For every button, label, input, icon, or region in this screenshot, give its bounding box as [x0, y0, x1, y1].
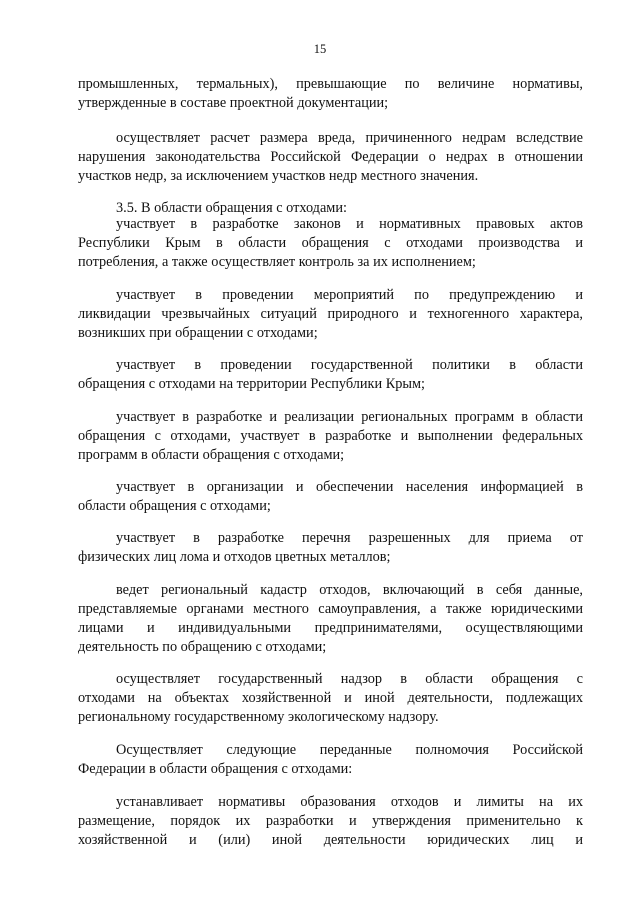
text-line: участков недр, за исключением участков недр местного значения. [78, 168, 479, 184]
text-line: участвует в разработке законов и нормативных правовых актов [116, 216, 583, 232]
text-line: физических лиц лома и отходов цветных металлов; [78, 549, 391, 565]
text-line: участвует в проведении государственной политики в области [116, 357, 583, 373]
text-line: ликвидации чрезвычайных ситуаций природного и техногенного характера, [78, 306, 583, 322]
text-line: устанавливает нормативы образования отходов и лимиты на их [116, 794, 583, 810]
text-line: хозяйственной и (или) иной деятельности юридических лиц и [78, 832, 583, 848]
text-line: отходами на объектах хозяйственной и иной деятельности, подлежащих [78, 690, 583, 706]
text-line: Осуществляет следующие переданные полномочия Российской [116, 742, 583, 758]
text-line: региональному государственному экологическому надзору. [78, 709, 439, 725]
text-line: нарушения законодательства Российской Федерации о недрах в отношении [78, 149, 583, 165]
text-line: возникших при обращении с отходами; [78, 325, 318, 341]
text-line: осуществляет государственный надзор в области обращения с [116, 671, 583, 687]
section-heading: 3.5. В области обращения с отходами: [116, 200, 347, 216]
text-line: деятельность по обращению с отходами; [78, 639, 327, 655]
text-line: участвует в организации и обеспечении населения информацией в [116, 479, 583, 495]
text-line: осуществляет расчет размера вреда, причиненного недрам вследствие [116, 130, 583, 146]
text-line: потребления, а также осуществляет контроль за их исполнением; [78, 254, 476, 270]
text-line: размещение, порядок их разработки и утверждения применительно к [78, 813, 583, 829]
text-line: утвержденные в составе проектной документации; [78, 95, 389, 111]
text-line: программ в области обращения с отходами; [78, 447, 345, 463]
text-line: участвует в проведении мероприятий по предупреждению и [116, 287, 583, 303]
text-line: промышленных, термальных), превышающие по величине нормативы, [78, 76, 583, 92]
text-line: участвует в разработке и реализации региональных программ в области [116, 409, 583, 425]
text-line: области обращения с отходами; [78, 498, 271, 514]
page-number: 15 [313, 42, 327, 56]
text-line: Федерации в области обращения с отходами: [78, 761, 353, 777]
text-line: лицами и индивидуальными предпринимателями, осуществляющими [78, 620, 583, 636]
text-line: ведет региональный кадастр отходов, включающий в себя данные, [116, 582, 583, 598]
text-line: участвует в разработке перечня разрешенных для приема от [116, 530, 583, 546]
text-line: обращения с отходами, участвует в разработке и выполнении федеральных [78, 428, 583, 444]
text-line: Республики Крым в области обращения с отходами производства и [78, 235, 583, 251]
text-line: представляемые органами местного самоуправления, а также юридическими [78, 601, 583, 617]
text-line: обращения с отходами на территории Республики Крым; [78, 376, 426, 392]
